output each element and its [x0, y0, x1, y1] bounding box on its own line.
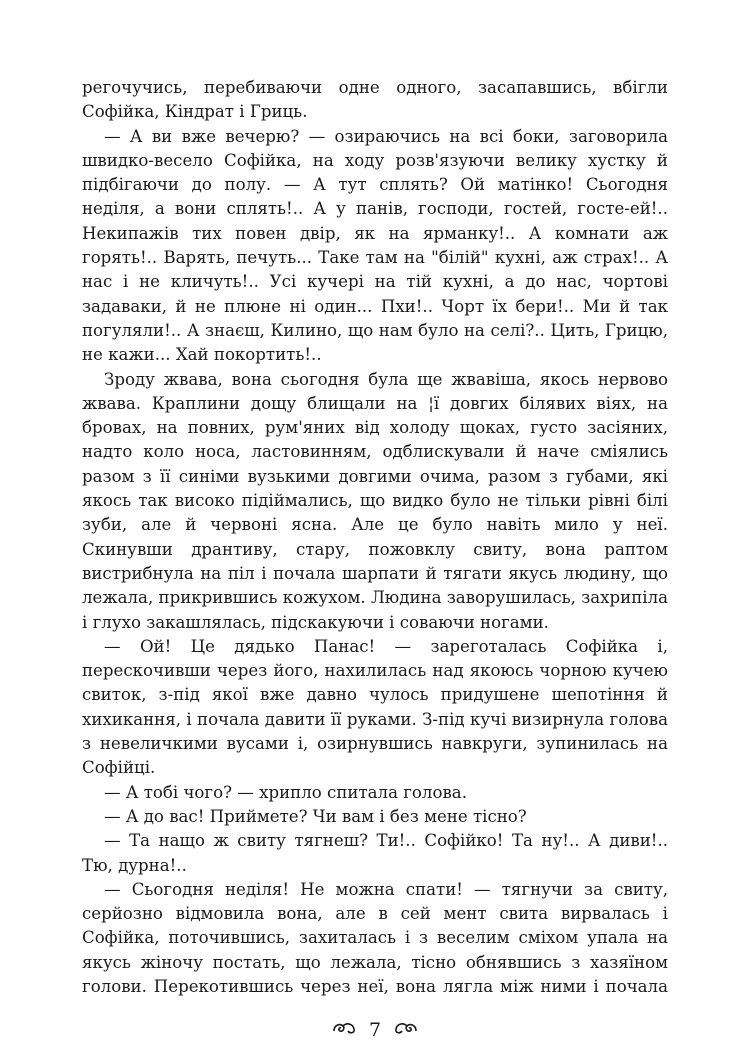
page-body: [82, 76, 668, 999]
ornament-right-icon: [393, 1019, 419, 1041]
paragraph-7: — Та нащо ж свиту тягнеш? Ти!.. Софійко! Та ну!.. А диви!.. Тю, дурна!..: [82, 831, 668, 875]
page-number: 7: [368, 1019, 382, 1041]
paragraph-1: регочучись, перебиваючи одне одного, засапавшись, вбігли Софійка, Кіндрат і Гриць.: [82, 78, 668, 122]
paragraph-4: — Ой! Це дядько Панас! — зареготалась Софійка і, перескочивши через його, нахилилась над якоюсь чорною кучею свиток, з-під якої вже давно чулось придушене шепотіння й хихикання, і почала давити її руками. З-під кучі визирнула голова з невеличкими вусами і, озирнувшись навкруги, зупинилась на Софійці.: [82, 636, 668, 778]
paragraph-6: — А до вас! Приймете? Чи вам і без мене тісно?: [104, 806, 527, 826]
page-footer: [0, 1018, 750, 1041]
paragraph-2: — А ви вже вечерю? — озираючись на всі боки, заговорила швидко-весело Софійка, на ходу розв'язуючи велику хустку й підбігаючи до полу. — А тут сплять? Ой матінко! Сьогодня неділя, а вони сплять!.. А у панів, господи, гостей, госте-ей!.. Некипажів тих повен двір, як на ярманку!.. А комнати аж горять!.. Варять, печуть... Таке там на "білій" кухні, аж страх!.. А нас і не кличуть!.. Усі кучері на тій кухні, а до нас, чортові задаваки, й не плюне ні один... Пхи!.. Чорт їх бери!.. Ми й так погуляли!.. А знаєш, Килино, що нам було на селі?.. Цить, Грицю, не кажи... Хай покортить!..: [82, 126, 668, 365]
paragraph-5: — А тобі чого? — хрипло спитала голова.: [104, 782, 467, 802]
ornament-left-icon: [331, 1019, 357, 1041]
paragraph-8: — Сьогодня неділя! Не можна спати! — тягнучи за свиту, серйозно відмовила вона, але в сей мент свита вирвалась і Софійка, поточившись, захиталась і з веселим сміхом упала на якусь жіночу постать, що лежала, тісно обнявшись з хазяїном голови. Перекотившись через неї, вона лягла між ними і почала: [82, 879, 668, 996]
paragraph-3: Зроду жвава, вона сьогодня була ще жвавіша, якось нервово жвава. Краплини дощу блищали на ¦ї довгих білявих віях, на бровах, на повних, рум'яних від холоду щоках, густо засіяних, надто коло носа, ластовинням, одблискували й наче сміялись разом з її синіми вузькими довгими очима, разом з губами, які якось так високо підіймались, що видко було не тільки рівні білі зуби, але й червоні ясна. Але це було навіть мило у неї. Скинувши дрантиву, стару, пожовклу свиту, вона раптом вистрибнула на піл і почала шарпати й тягати якусь людину, що лежала, прикрившись кожухом. Людина заворушилась, захрипіла і глухо закашлялась, підскакуючи і соваючи ногами.: [82, 369, 668, 632]
